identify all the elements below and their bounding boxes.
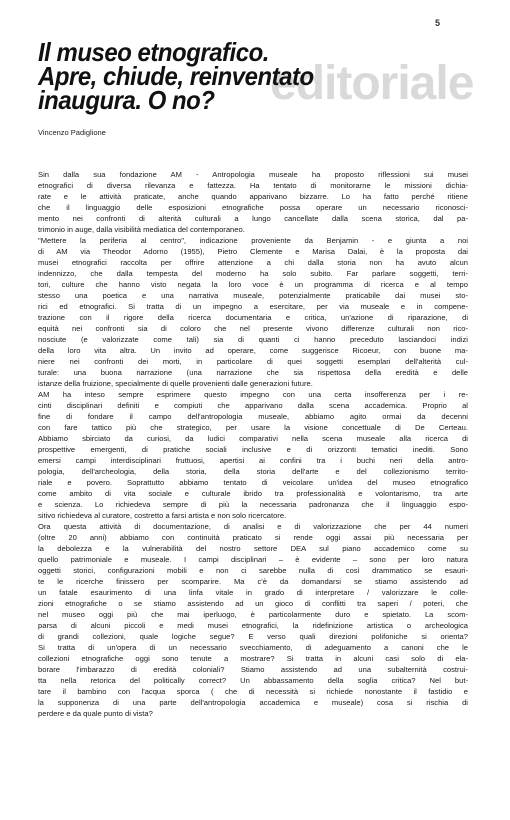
text-line: niere nei confronti dei morti, in particolare di quei soggetti esemplari dell'alterità cul- [38, 357, 468, 366]
text-line: cinti disciplinari definiti e compiuti che apparivano dalla scena accademica. Proprio al [38, 401, 468, 410]
text-line: la debolezza e la vulnerabilità del nostro settore DEA sul piano accademico come su [38, 544, 468, 553]
text-line: zioni etnografiche o se stiamo assistendo ad un gioco di conflitti tra saperi / poteri, che [38, 599, 468, 608]
text-line: trimonio in auge, dalla visibilità mediatica del contemporaneo. [38, 225, 245, 234]
text-line: perdere e da quale punto di vista? [38, 709, 153, 718]
text-line: rate e le attività praticate, anche quando apparivano bizzarre. Lo ha fatto perché ritiene [38, 192, 468, 201]
body-paragraph [38, 169, 468, 235]
text-line: quello patrimoniale e museale. I campi disciplinari – è evidente – sono per loro natura [38, 555, 468, 564]
text-line: Sin dalla sua fondazione AM - Antropologia museale ha proposto riflessioni sui musei [38, 170, 468, 179]
text-line: collezioni etnografiche oggi sono tenute a mostrare? Si tratta in alcuni casi solo di ela- [38, 654, 468, 663]
title-line: Apre, chiude, reinventato [38, 61, 314, 91]
page-number: 5 [434, 18, 440, 28]
title-line: Il museo etnografico. [38, 37, 269, 67]
text-line: sitivo richiedeva al curatore, costretto a farsi artista e non solo ricercatore. [38, 511, 287, 520]
body-paragraph [38, 235, 468, 389]
text-line: istanze della fruizione, specialmente di quelle provenienti dalle generazioni future. [38, 379, 313, 388]
text-line: Si tratta di un'opera di un necessario svecchiamento, di adeguamento a canoni che le [38, 643, 468, 652]
text-line: stesso una poetica e una narrativa museale, potenzialmente praticabile dai musei sto- [38, 291, 468, 300]
text-line: equità nei confronti sia di coloro che nel presente vivono differenze culturali non rico- [38, 324, 468, 333]
section-watermark: editoriale [270, 57, 474, 110]
text-line: e scienza. Lo richiedeva sempre di più la necessaria padronanza che il linguaggio espo- [38, 500, 468, 509]
text-line: AM ha inteso sempre esprimere questo impegno con una certa insofferenza per i re- [38, 390, 468, 399]
text-line: nel museo oggi più che mai iperluogo, è particolarmente duro e spietato. La scom- [38, 610, 468, 619]
text-line: come ambito di vita sociale e culturale ibrido tra professionalità e volontarismo, tra arte [38, 489, 468, 498]
text-line: parsa di alcuni piccoli e medi musei etnografici, la ridefinizione artistica o archeologica [38, 621, 468, 630]
article-body [38, 169, 468, 719]
text-line: rici ed etnografici. Si tratta di un impegno a esercitare, per via museale e in compene- [38, 302, 468, 311]
text-line: (oltre 20 anni) abbiamo con continuità praticato si rende oggi assai più necessaria per [38, 533, 468, 542]
text-line: tori, culture che hanno visto negata la loro voce è un programma di ricerca e al tempo [38, 280, 468, 289]
text-line: tta nella retorica del politically correct? Un abbassamento della soglia critica? Nel but- [38, 676, 468, 685]
text-line: mento nei confronti di alterità culturali a lungo cancellate dalla scena storica, dal pa- [38, 214, 468, 223]
body-paragraph [38, 389, 468, 521]
text-line: pologia, dell'archeologia, della storia, della storia dell'arte e del collezionismo territo- [38, 467, 468, 476]
text-line: con fare tattico più che strategico, per usare la visione concettuale di De Certeau. [38, 423, 468, 432]
text-line: riale e povero. Soprattutto abbiamo tentato di veicolare un'idea del museo etnografico [38, 478, 468, 487]
text-line: tare il bambino con l'acqua sporca ( che di necessità si richiede nonostante il fastidio e [38, 687, 468, 696]
text-line: emersi campi interdisciplinari fruttuosi, apertisi ai confini tra i buchi neri della antro- [38, 456, 468, 465]
title-line: inaugura. O no? [38, 85, 215, 115]
text-line: Ora questa attività di documentazione, di analisi e di valorizzazione che per 44 numeri [38, 522, 468, 531]
text-line: turale: una buona narrazione (una narrazione che sia rispettosa della eredità e delle [38, 368, 468, 377]
text-line: fine di fondare il campo dell'antropologia museale, abbiamo agito ormai da decenni [38, 412, 468, 421]
text-line: musei etnografici raccolta per offrire attenzione a chi dalla storia non ha avuto alcun [38, 258, 468, 267]
text-line: della loro vita altra. Un invito ad operare, come suggerisce Ricoeur, con buone ma- [38, 346, 468, 355]
text-line: oggetti storici, configurazioni mobili e non ci sarebbe nulla di così drammatico se esauri- [38, 566, 468, 575]
text-line: la supponenza di una parte dell'antropologia accademica e museale) cosa si rischia di [38, 698, 468, 707]
text-line: che il linguaggio delle esposizioni etnografiche possa operare un necessario riconosci- [38, 203, 468, 212]
text-line: indennizzo, che dalla tempesta del moderno ha solo subito. Far parlare soggetti, terri- [38, 269, 468, 278]
text-line: te le ricerche finissero per scomparire. Ma c'è da domandarsi se stiamo assistendo ad [38, 577, 468, 586]
text-line: Abbiamo sbirciato da curiosi, da ludici comparativi nella scena museale alla ricerca di [38, 434, 468, 443]
author-name: Vincenzo Padiglione [38, 128, 106, 137]
text-line: prospettive emergenti, di pratiche sociali inclusive e di orizzonti tematici inediti. Sono [38, 445, 468, 454]
text-line: etnografici di diversa rilevanza e fattezza. Ha tentato di monitorarne le missioni dichia- [38, 181, 468, 190]
text-line: di grandi collezioni, quale logiche segue? E verso quali direzioni polifoniche si orienta? [38, 632, 468, 641]
text-line: "Mettere la periferia al centro", indicazione proveniente da Benjamin - e giunta a noi [38, 236, 468, 245]
text-line: nosciute (e valorizzate come tali) sia di quanti ci hanno preceduto lasciandoci indizi [38, 335, 468, 344]
text-line: borare l'imbarazzo di eredità coloniali? Stiamo assistendo ad una subalternità costrui- [38, 665, 468, 674]
text-line: trazione con il rigore della ricerca documentaria e critica, un'azione di riparazione, di [38, 313, 468, 322]
body-paragraph [38, 521, 468, 719]
text-line: di AM via Theodor Adorno (1955), Pietro Clemente e Marisa Dalai, è la proposta dai [38, 247, 468, 256]
article-title [38, 37, 332, 115]
text-line: un fatale esaurimento di una linfa vitale in grado di interpretare / valorizzare le colle- [38, 588, 468, 597]
